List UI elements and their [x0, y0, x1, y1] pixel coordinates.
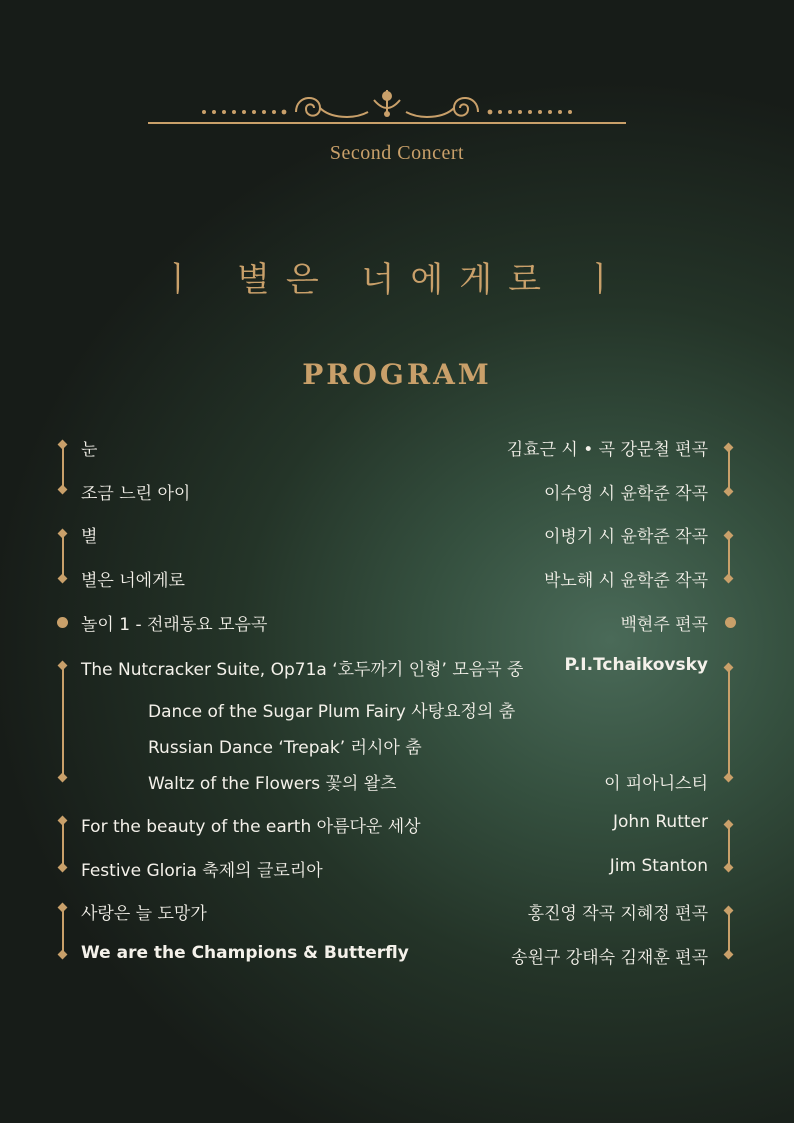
gold-bracket-icon: [58, 904, 68, 958]
gold-bracket-icon: [724, 532, 734, 582]
gold-bracket-icon: [724, 907, 734, 958]
gold-dot-icon: [725, 617, 736, 628]
program-item: [0, 943, 794, 969]
program-item: [0, 899, 794, 925]
gold-bracket-icon: [724, 444, 734, 495]
program-item-title: Russian Dance ‘Trepak’ 러시아 춤: [148, 738, 422, 758]
gold-bracket-icon: [724, 821, 734, 871]
gold-bracket-icon: [58, 441, 68, 493]
program-item: [0, 812, 794, 838]
gold-dot-icon: [57, 617, 68, 628]
program-item-credit: John Rutter: [613, 812, 708, 832]
program-item-credit: 박노해 시 윤학준 작곡: [543, 571, 708, 591]
program-item-credit: 송원구 강태숙 김재훈 편곡: [511, 948, 708, 968]
ornamental-divider-icon: [148, 84, 626, 130]
program-item-credit: 이수영 시 윤학준 작곡: [543, 484, 708, 504]
program-item-title: 사랑은 늘 도망가: [81, 904, 207, 924]
program-item-title: Waltz of the Flowers 꽃의 왈츠: [148, 774, 397, 794]
program-subitem: [0, 697, 794, 723]
program-item: [0, 479, 794, 505]
program-item: [0, 655, 794, 681]
program-item-credit: 이 피아니스티: [604, 774, 708, 794]
program-item-credit: 이병기 시 윤학준 작곡: [543, 527, 708, 547]
program-item-title: 놀이 1 - 전래동요 모음곡: [81, 615, 268, 635]
program-item-title: We are the Champions & Butterfly: [81, 943, 409, 963]
gold-bracket-icon: [58, 530, 68, 582]
program-item: [0, 522, 794, 548]
program-item: [0, 856, 794, 882]
program-item: [0, 435, 794, 461]
program-item: [0, 610, 794, 636]
program-item-title: For the beauty of the earth 아름다운 세상: [81, 817, 421, 837]
gold-bracket-icon: [58, 662, 68, 781]
program-item: [0, 566, 794, 592]
program-item-title: 조금 느린 아이: [81, 484, 191, 504]
program-subitem: [0, 769, 794, 795]
program-item-credit: 홍진영 작곡 지혜정 편곡: [527, 904, 708, 924]
page-title: ㅣ 별은 너에게로 ㅣ: [161, 260, 633, 300]
program-item-title: Dance of the Sugar Plum Fairy 사탕요정의 춤: [148, 702, 516, 722]
concert-subtitle: Second Concert: [329, 142, 465, 164]
program-item-credit: Jim Stanton: [609, 856, 708, 876]
gold-bracket-icon: [724, 664, 734, 781]
program-item-credit: 김효근 시 • 곡 강문철 편곡: [506, 440, 708, 460]
program-item-title: 눈: [81, 440, 98, 460]
program-item-credit: 백현주 편곡: [620, 615, 708, 635]
program-item-title: Festive Gloria 축제의 글로리아: [81, 861, 323, 881]
program-item-title: 별은 너에게로: [81, 571, 185, 591]
program-subitem: [0, 733, 794, 759]
program-item-credit: P.I.Tchaikovsky: [564, 655, 708, 675]
program-heading: PROGRAM: [302, 358, 492, 391]
program-item-title: 별: [81, 527, 98, 547]
gold-bracket-icon: [58, 817, 68, 871]
program-item-title: The Nutcracker Suite, Op71a ‘호두까기 인형’ 모음곡 중: [81, 660, 524, 680]
